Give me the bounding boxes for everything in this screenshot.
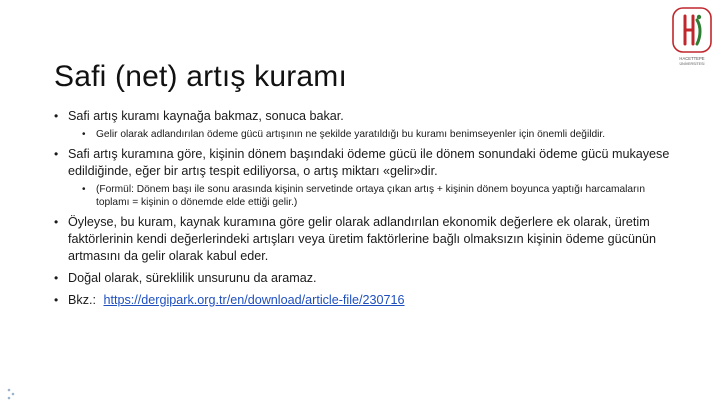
corner-mark-icon bbox=[4, 386, 18, 402]
bullet-text: Safi artış kuramı kaynağa bakmaz, sonuca bakar. bbox=[68, 109, 344, 123]
bullet-list bbox=[54, 108, 674, 309]
slide-title: Safi (net) artış kuramı bbox=[54, 60, 348, 94]
hacettepe-logo-icon bbox=[671, 6, 713, 72]
bullet-item bbox=[54, 108, 674, 141]
logo-text-line2: ÜNİVERSİTESİ bbox=[679, 62, 705, 66]
reference-link[interactable]: https://dergipark.org.tr/en/download/article-file/230716 bbox=[103, 293, 405, 307]
slide-content bbox=[54, 108, 674, 314]
sub-bullet-list bbox=[82, 183, 674, 209]
logo-text-line1: HACETTEPE bbox=[679, 56, 705, 61]
sub-bullet-item: • (Formül: Dönem başı ile sonu arasında kişinin servetinde ortaya çıkan artış + kişinin dönem boyunca yaptığı harcamaların toplamı = kişinin o dönemde elde ettiği gelir.) bbox=[82, 183, 674, 209]
bullet-text: Safi artış kuramına göre, kişinin dönem başındaki ödeme gücü ile dönem sonundaki ödeme gücü mukayese edildiğinde, eğer bir artış tespit ediliyorsa, o artış miktarı «gelir»dir. bbox=[68, 147, 670, 178]
reference-item bbox=[54, 292, 674, 309]
bullet-item bbox=[54, 270, 674, 287]
university-logo bbox=[671, 6, 713, 72]
bullet-item bbox=[54, 214, 674, 265]
reference-label: Bkz.: bbox=[68, 293, 96, 307]
bullet-text: Doğal olarak, süreklilik unsurunu da aramaz. bbox=[68, 271, 317, 285]
bullet-item bbox=[54, 146, 674, 209]
sub-bullet-item: • Gelir olarak adlandırılan ödeme gücü artışının ne şekilde yaratıldığı bu kuramı benimseyenler için önemli değildir. bbox=[82, 128, 674, 141]
sub-bullet-list bbox=[82, 128, 674, 141]
bullet-text: Öyleyse, bu kuram, kaynak kuramına göre gelir olarak adlandırılan ekonomik değerlere ek olarak, üretim faktörlerinin kendi değerlerindeki artışları veya üretim faktörlerine bağlı olmaksızın kişinin ödeme gücünün artmasını da gelir olarak kabul eder. bbox=[68, 215, 657, 263]
